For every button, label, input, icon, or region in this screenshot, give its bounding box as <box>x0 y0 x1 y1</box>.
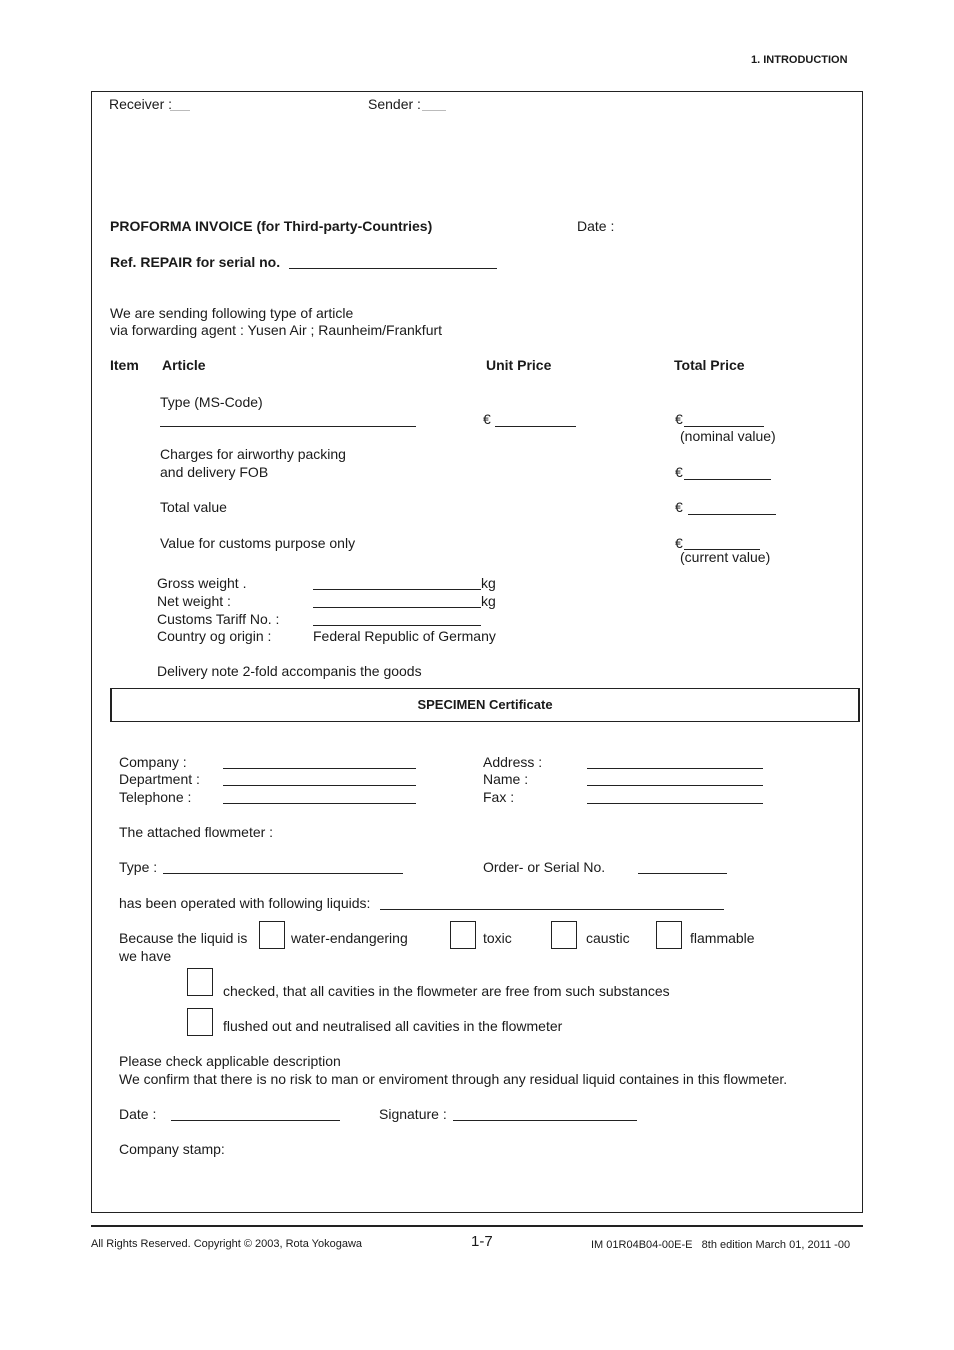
total-value-label: Total value <box>160 499 227 515</box>
toxic-checkbox[interactable] <box>450 921 476 949</box>
charges-line-1: Charges for airworthy packing <box>160 446 346 462</box>
col-item: Item <box>110 357 139 373</box>
liquids-label: has been operated with following liquids: <box>119 895 371 911</box>
intro-line-1: We are sending following type of article <box>110 305 354 321</box>
flushed-cavities-label: flushed out and neutralised all cavities in the flowmeter <box>223 1018 563 1034</box>
gross-weight-unit: kg <box>481 575 496 591</box>
name-label: Name : <box>483 771 529 787</box>
order-serial-field[interactable] <box>638 873 727 874</box>
department-label: Department : <box>119 771 200 787</box>
net-weight-label: Net weight : <box>157 593 231 609</box>
signature-field[interactable] <box>453 1120 637 1121</box>
address-field[interactable] <box>587 768 763 769</box>
customs-tariff-label: Customs Tariff No. : <box>157 611 280 627</box>
customs-value-label: Value for customs purpose only <box>160 535 356 551</box>
footer-copyright: All Rights Reserved. Copyright © 2003, Rota Yokogawa <box>91 1238 363 1250</box>
toxic-label: toxic <box>483 930 512 946</box>
ref-label: Ref. REPAIR for serial no. <box>110 254 281 270</box>
because-line-2: we have <box>119 948 172 964</box>
flushed-cavities-checkbox[interactable] <box>187 1008 213 1036</box>
flammable-label: flammable <box>690 930 755 946</box>
col-unit-price: Unit Price <box>486 357 552 373</box>
certificate-date-label: Date : <box>119 1106 157 1122</box>
intro-line-2: via forwarding agent : Yusen Air ; Raunheim/Frankfurt <box>110 322 443 338</box>
attached-flowmeter-label: The attached flowmeter : <box>119 824 274 840</box>
sender-label: Sender : <box>368 96 421 112</box>
sender-field[interactable] <box>422 110 446 111</box>
receiver-field[interactable] <box>170 110 190 111</box>
telephone-label: Telephone : <box>119 789 192 805</box>
checked-cavities-checkbox[interactable] <box>187 968 213 996</box>
water-endangering-checkbox[interactable] <box>259 921 285 949</box>
fax-field[interactable] <box>587 803 763 804</box>
footer-doc-id: IM 01R04B04-00E-E 8th edition March 01, 2011 -00 <box>591 1239 851 1251</box>
receiver-label: Receiver : <box>109 96 173 112</box>
because-line-1: Because the liquid is <box>119 930 248 946</box>
charges-line-2: and delivery FOB <box>160 464 269 480</box>
telephone-field[interactable] <box>223 803 416 804</box>
type-ms-code-label: Type (MS-Code) <box>160 394 263 410</box>
flowmeter-type-field[interactable] <box>163 873 403 874</box>
customs-tariff-field[interactable] <box>313 625 481 626</box>
flowmeter-type-label: Type : <box>119 859 158 875</box>
gross-weight-label: Gross weight . <box>157 575 247 591</box>
nominal-value-note: (nominal value) <box>680 428 776 444</box>
country-origin-value: Federal Republic of Germany <box>313 628 496 644</box>
name-field[interactable] <box>587 785 763 786</box>
gross-weight-field[interactable] <box>313 589 481 590</box>
type-ms-code-field[interactable] <box>160 426 416 427</box>
total-price-field[interactable] <box>684 426 764 427</box>
certificate-date-field[interactable] <box>171 1120 340 1121</box>
company-label: Company : <box>119 754 187 770</box>
water-endangering-label: water-endangering <box>291 930 408 946</box>
total-price-euro: € <box>675 411 683 427</box>
footer-rule <box>91 1225 863 1227</box>
total-value-field[interactable] <box>688 514 776 515</box>
charges-euro: € <box>675 464 683 480</box>
col-total-price: Total Price <box>674 357 745 373</box>
caustic-checkbox[interactable] <box>551 921 577 949</box>
signature-label: Signature : <box>379 1106 447 1122</box>
caustic-label: caustic <box>586 930 630 946</box>
address-label: Address : <box>483 754 543 770</box>
confirm-text: We confirm that there is no risk to man or enviroment through any residual liquid containes in this flowmeter. <box>119 1071 788 1087</box>
section-header: 1. INTRODUCTION <box>751 54 848 66</box>
liquids-field[interactable] <box>380 909 724 910</box>
please-check-text: Please check applicable description <box>119 1053 341 1069</box>
invoice-title: PROFORMA INVOICE (for Third-party-Countries) <box>110 218 433 234</box>
certificate-title: SPECIMEN Certificate <box>417 697 553 712</box>
serial-no-field[interactable] <box>289 268 497 269</box>
order-serial-label: Order- or Serial No. <box>483 859 606 875</box>
customs-value-euro: € <box>675 535 683 551</box>
net-weight-field[interactable] <box>313 607 481 608</box>
fax-label: Fax : <box>483 789 515 805</box>
current-value-note: (current value) <box>680 549 771 565</box>
country-origin-label: Country og origin : <box>157 628 272 644</box>
company-stamp-label: Company stamp: <box>119 1141 225 1157</box>
department-field[interactable] <box>223 785 416 786</box>
company-field[interactable] <box>223 768 416 769</box>
invoice-date-label: Date : <box>577 218 615 234</box>
total-value-euro: € <box>675 499 683 515</box>
delivery-note: Delivery note 2-fold accompanis the goods <box>157 663 422 679</box>
unit-price-euro: € <box>483 411 491 427</box>
net-weight-unit: kg <box>481 593 496 609</box>
flammable-checkbox[interactable] <box>656 921 682 949</box>
charges-field[interactable] <box>684 479 771 480</box>
checked-cavities-label: checked, that all cavities in the flowmeter are free from such substances <box>223 983 670 999</box>
unit-price-field[interactable] <box>495 426 576 427</box>
col-article: Article <box>162 357 206 373</box>
footer-page-number: 1-7 <box>471 1233 493 1250</box>
